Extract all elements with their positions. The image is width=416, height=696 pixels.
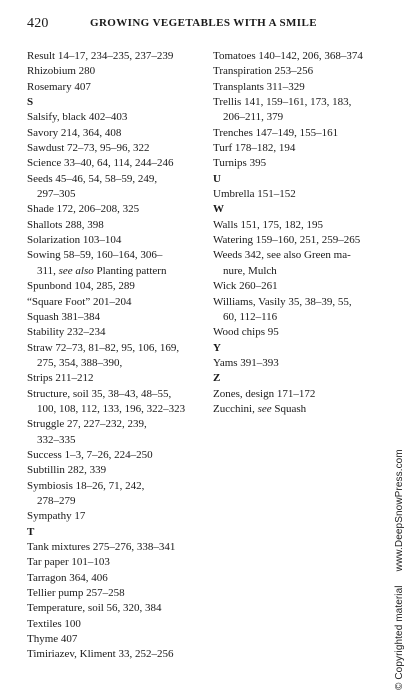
index-entry xyxy=(27,387,207,402)
index-entry xyxy=(27,601,207,616)
index-entry xyxy=(27,341,207,356)
index-entry xyxy=(27,126,207,141)
index-cross-reference-target: Planting pattern xyxy=(93,264,167,277)
index-entry xyxy=(27,202,207,217)
index-entry-text: 206–211, 379 xyxy=(223,111,284,124)
index-entry-text: Tank mixtures 275–276, 338–341 xyxy=(27,541,176,553)
index-entry-text: Sawdust 72–73, 95–96, 322 xyxy=(27,142,150,155)
index-entry-text: Trellis 141, 159–161, 173, 183, xyxy=(213,96,352,109)
index-entry-text: Turf 178–182, 194 xyxy=(213,142,296,155)
index-entry-text: 297–305 xyxy=(37,188,76,201)
index-entry-text: 278–279 xyxy=(37,494,76,507)
index-entry xyxy=(27,248,207,263)
index-section-letter: T xyxy=(27,525,35,538)
index-entry-text: Trenches 147–149, 155–161 xyxy=(213,126,339,139)
index-entry xyxy=(27,509,207,524)
index-entry xyxy=(213,187,391,202)
index-entry xyxy=(213,356,391,371)
index-entry-continuation xyxy=(27,264,207,279)
index-entry-text: Sympathy 17 xyxy=(27,510,86,523)
index-entry-text: Rhizobium 280 xyxy=(27,65,96,78)
index-entry-text: 311, xyxy=(37,264,59,277)
index-entry-text: Spunbond 104, 285, 289 xyxy=(27,280,135,293)
index-entry-text: Savory 214, 364, 408 xyxy=(27,126,122,139)
index-entry-text: Wood chips 95 xyxy=(213,326,279,339)
index-entry-text: Tar paper 101–103 xyxy=(27,556,110,569)
index-section-letter: S xyxy=(27,96,34,109)
index-entry xyxy=(27,555,207,570)
page-number: 420 xyxy=(27,16,49,31)
index-entry xyxy=(27,417,207,432)
index-entry xyxy=(27,463,207,478)
index-entry-text: Textiles 100 xyxy=(27,617,81,630)
index-entry-text: Shade 172, 206–208, 325 xyxy=(27,203,140,216)
index-entry-text: 60, 112–116 xyxy=(223,310,278,323)
index-entry xyxy=(27,632,207,647)
index-entry-text: Salsify, black 402–403 xyxy=(27,111,128,124)
index-entry-text: Transpiration 253–256 xyxy=(213,65,314,78)
page-header xyxy=(27,16,387,36)
index-entry xyxy=(27,49,207,64)
index-entry xyxy=(213,248,391,263)
index-entry xyxy=(27,617,207,632)
index-entry xyxy=(27,647,207,662)
index-entry xyxy=(213,126,391,141)
index-cross-reference-marker: see xyxy=(257,402,272,415)
index-entry xyxy=(213,233,391,248)
index-entry xyxy=(213,387,391,402)
index-entry-continuation xyxy=(27,402,207,417)
index-entry-text: Seeds 45–46, 54, 58–59, 249, xyxy=(27,172,158,185)
index-entry-text: Transplants 311–329 xyxy=(213,80,305,93)
index-entry xyxy=(27,156,207,171)
index-entry-text: Tellier pump 257–258 xyxy=(27,587,125,600)
index-column-right xyxy=(213,49,391,417)
index-entry-text: 275, 354, 388–390, xyxy=(37,356,123,369)
copyright-watermark xyxy=(394,449,405,690)
index-entry-text: “Square Foot” 201–204 xyxy=(27,295,132,308)
index-entry-continuation xyxy=(213,110,391,125)
index-entry xyxy=(213,218,391,233)
index-entry xyxy=(27,110,207,125)
index-entry xyxy=(27,141,207,156)
index-entry-continuation xyxy=(27,433,207,448)
index-entry-text: Weeds 342, see also Green ma- xyxy=(213,249,351,262)
index-entry xyxy=(27,310,207,325)
index-entry xyxy=(213,64,391,79)
index-entry xyxy=(27,571,207,586)
running-title: GROWING VEGETABLES WITH A SMILE xyxy=(90,17,317,29)
index-entry-text: Strips 211–212 xyxy=(27,372,94,385)
index-entry-text: Squash 381–384 xyxy=(27,310,101,323)
index-entry-text: Temperature, soil 56, 320, 384 xyxy=(27,602,162,615)
index-entry xyxy=(213,325,391,340)
index-entry xyxy=(213,402,391,417)
index-entry-continuation xyxy=(27,187,207,202)
index-entry xyxy=(213,156,391,171)
index-entry xyxy=(213,49,391,64)
index-column-left xyxy=(27,49,207,663)
copyright-url: www.DeepSnowPress.com xyxy=(394,449,405,572)
index-entry xyxy=(27,586,207,601)
index-entry-text: 100, 108, 112, 133, 196, 322–323 xyxy=(37,402,186,415)
index-entry-text: Science 33–40, 64, 114, 244–246 xyxy=(27,157,174,170)
index-entry xyxy=(27,295,207,310)
index-entry-text: Straw 72–73, 81–82, 95, 106, 169, xyxy=(27,341,180,354)
index-entry-text: Symbiosis 18–26, 71, 242, xyxy=(27,479,145,492)
index-entry-continuation xyxy=(27,356,207,371)
index-entry xyxy=(27,540,207,555)
index-entry xyxy=(213,80,391,95)
index-entry-text: Solarization 103–104 xyxy=(27,234,122,247)
index-entry xyxy=(27,279,207,294)
index-section-letter: Z xyxy=(213,372,221,385)
index-entry-text: Success 1–3, 7–26, 224–250 xyxy=(27,448,153,461)
index-entry xyxy=(27,233,207,248)
index-entry-text: Result 14–17, 234–235, 237–239 xyxy=(27,50,174,62)
index-entry xyxy=(213,279,391,294)
index-entry xyxy=(27,80,207,95)
index-entry-text: Subtillin 282, 339 xyxy=(27,464,107,477)
index-entry-continuation xyxy=(213,310,391,325)
index-section-letter: Y xyxy=(213,341,221,354)
index-entry-continuation xyxy=(213,264,391,279)
index-entry xyxy=(27,325,207,340)
index-entry-text: 332–335 xyxy=(37,433,76,446)
index-entry-text: Sowing 58–59, 160–164, 306– xyxy=(27,249,163,262)
index-cross-reference-target: Squash xyxy=(271,402,307,415)
index-cross-reference-marker: see also xyxy=(58,264,94,277)
index-entry-text: Stability 232–234 xyxy=(27,326,106,339)
index-entry-text: Umbrella 151–152 xyxy=(213,188,296,201)
index-entry-text: Williams, Vasily 35, 38–39, 55, xyxy=(213,295,352,308)
index-entry-text: Struggle 27, 227–232, 239, xyxy=(27,418,147,431)
index-entry-text: nure, Mulch xyxy=(223,264,277,277)
index-entry-text: Timiriazev, Kliment 33, 252–256 xyxy=(27,648,174,661)
index-entry xyxy=(27,218,207,233)
index-section-letter: U xyxy=(213,172,221,185)
index-entry-text: Walls 151, 175, 182, 195 xyxy=(213,218,324,231)
index-entry-text: Yams 391–393 xyxy=(213,356,279,369)
index-entry-text: Thyme 407 xyxy=(27,633,78,646)
index-entry xyxy=(27,448,207,463)
index-entry xyxy=(213,141,391,156)
index-entry-text: Shallots 288, 398 xyxy=(27,218,104,231)
index-entry-continuation xyxy=(27,494,207,509)
index-entry xyxy=(27,64,207,79)
index-entry-text: Rosemary 407 xyxy=(27,80,91,93)
index-section-letter: W xyxy=(213,203,224,216)
copyright-text: © Copyrighted material xyxy=(394,585,405,690)
index-entry xyxy=(27,371,207,386)
index-entry-text: Tomatoes 140–142, 206, 368–374 xyxy=(213,50,363,62)
index-entry-text: Structure, soil 35, 38–43, 48–55, xyxy=(27,387,172,400)
index-entry xyxy=(27,479,207,494)
index-entry-text: Watering 159–160, 251, 259–265 xyxy=(213,234,361,247)
index-entry xyxy=(213,95,391,110)
index-entry-text: Zucchini, xyxy=(213,402,258,415)
index-entry xyxy=(213,295,391,310)
index-entry-text: Zones, design 171–172 xyxy=(213,387,316,400)
index-entry-text: Tarragon 364, 406 xyxy=(27,571,108,584)
index-entry-text: Wick 260–261 xyxy=(213,280,278,293)
index-entry xyxy=(27,172,207,187)
index-entry-text: Turnips 395 xyxy=(213,157,267,170)
